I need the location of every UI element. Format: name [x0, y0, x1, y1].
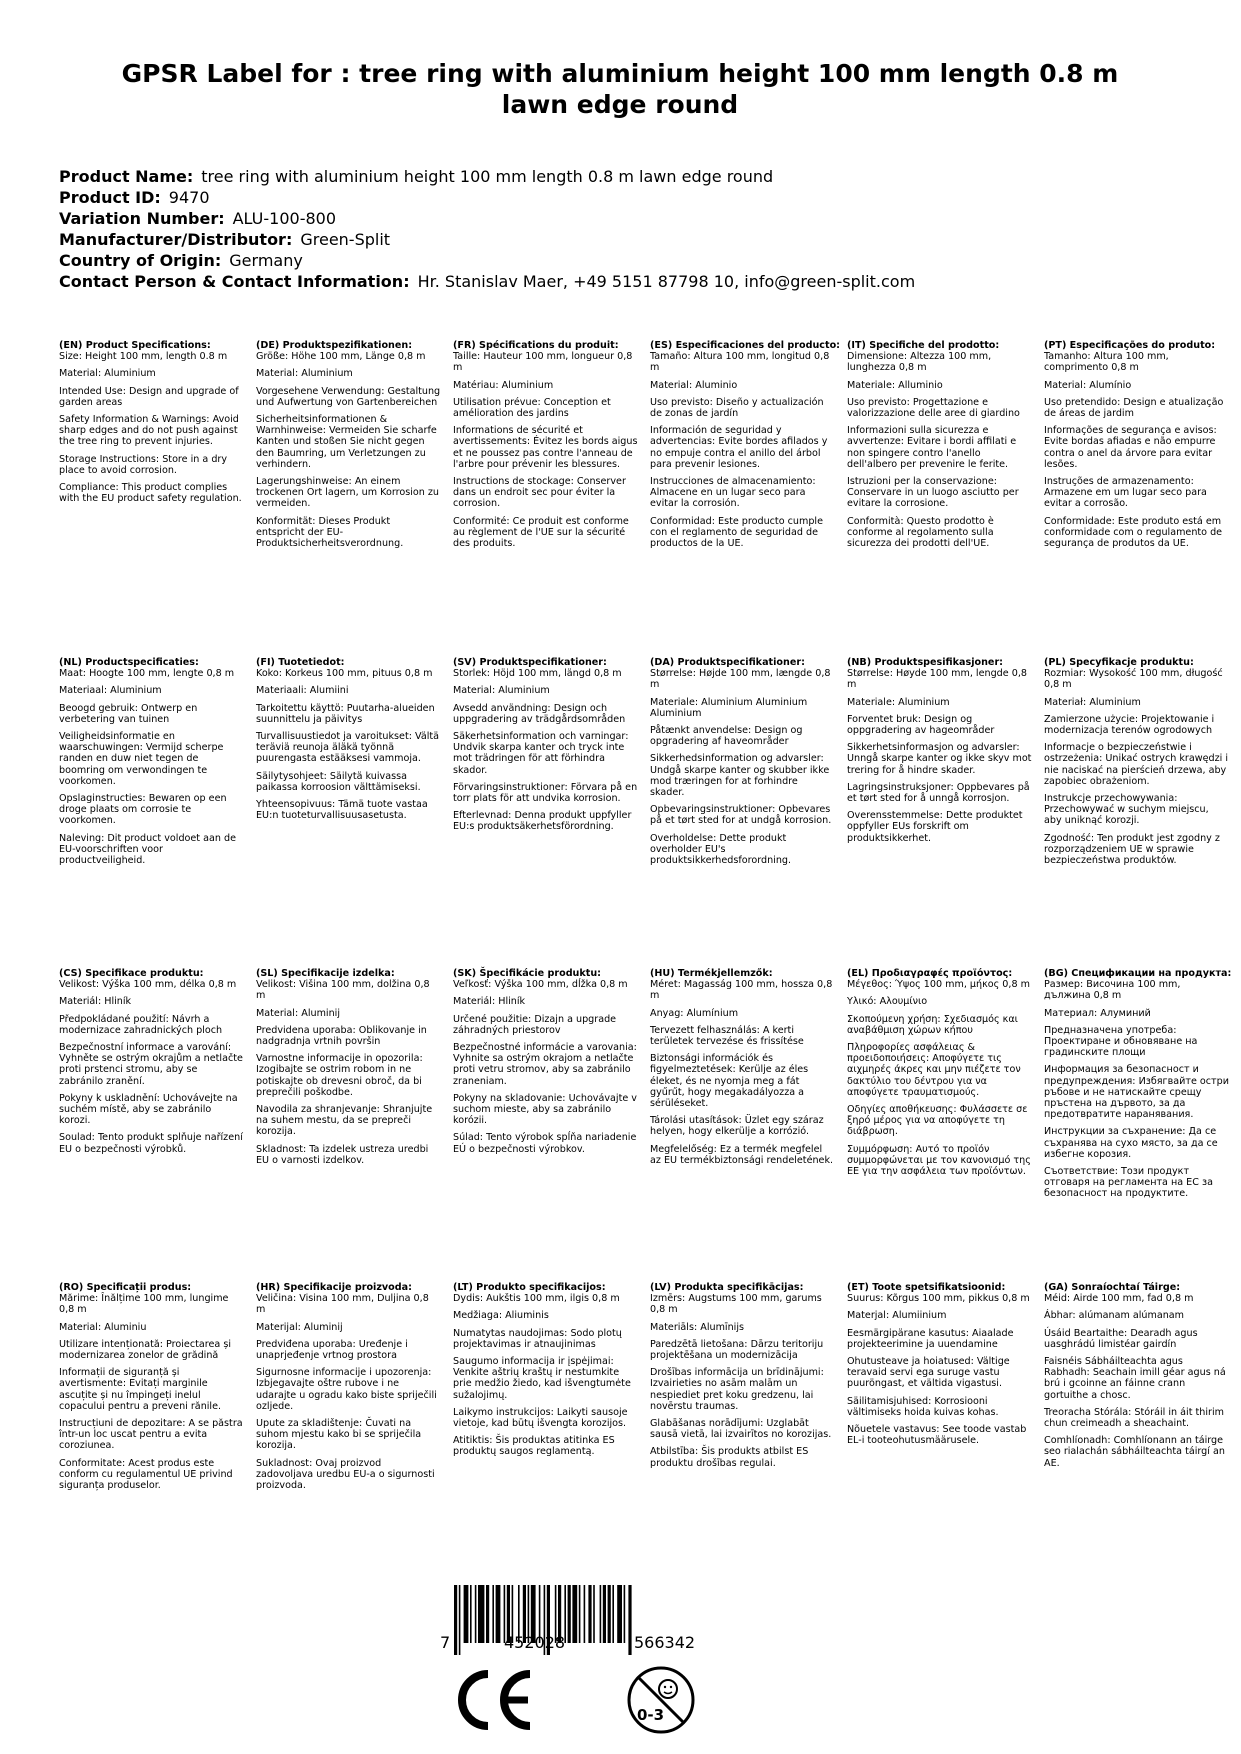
spec-line: Conformité: Ce produit est conforme au règlement de l'UE sur la sécurité des produits.	[453, 515, 629, 550]
barcode-bar	[612, 1585, 614, 1643]
barcode-bar	[579, 1585, 581, 1643]
barcode-bar	[628, 1585, 631, 1655]
spec-line: Material: Alumínio	[1044, 379, 1132, 391]
spec-line: Beoogd gebruik: Ontwerp en verbetering van tuinen	[59, 702, 198, 725]
barcode-bar	[478, 1585, 484, 1643]
info-label: Country of Origin:	[59, 251, 222, 270]
info-manufacturer	[59, 229, 915, 250]
spec-line: Größe: Höhe 100 mm, Länge 0,8 m	[256, 351, 426, 363]
spec-block	[453, 657, 638, 839]
spec-block	[453, 968, 638, 1161]
spec-line: Utilizare intenționată: Proiectarea și modernizarea zonelor de grădină	[59, 1338, 231, 1362]
spec-line: Izmērs: Augstums 100 mm, garums 0,8 m	[650, 1293, 822, 1316]
spec-line: Ábhar: alúmanam alúmanam	[1044, 1310, 1185, 1322]
spec-line: Dydis: Aukštis 100 mm, ilgis 0,8 m	[453, 1293, 620, 1305]
info-label: Contact Person & Contact Information:	[59, 272, 410, 291]
spec-block	[59, 968, 244, 1161]
spec-heading: (PL) Specyfikacje produktu:	[1044, 657, 1194, 668]
info-contact	[59, 271, 915, 292]
spec-line: Storage Instructions: Store in a dry place to avoid corrosion.	[59, 453, 228, 476]
spec-line: Opslaginstructies: Bewaren op een droge plaats om corrosie te voorkomen.	[59, 793, 227, 827]
spec-block	[1044, 1282, 1229, 1475]
spec-heading: (GA) Sonraíochtaí Táirge:	[1044, 1282, 1181, 1293]
spec-line: Instructions de stockage: Conserver dans un endroit sec pour éviter la corrosion.	[453, 476, 626, 510]
spec-heading: (HR) Specifikacije proizvoda:	[256, 1282, 412, 1293]
spec-block	[1044, 968, 1232, 1206]
spec-heading: (ET) Toote spetsifikatsioonid:	[847, 1282, 1006, 1293]
spec-block	[847, 1282, 1032, 1452]
info-value: 9470	[168, 188, 210, 207]
spec-heading: (FI) Tuotetiedot:	[256, 657, 345, 668]
spec-line: Overensstemmelse: Dette produktet oppfyller EUs forskrift om produktsikkerhet.	[847, 810, 1023, 844]
spec-line: Avsedd användning: Design och uppgradering av trädgårdsområden	[453, 702, 626, 725]
spec-line: Veiligheidsinformatie en waarschuwingen: Vermijd scherpe randen en duw niet tegen de boomring om verwondingen te voorkomen.	[59, 731, 224, 787]
spec-line: Størrelse: Højde 100 mm, længde 0,8 m	[650, 668, 831, 691]
spec-line: Koko: Korkeus 100 mm, pituus 0,8 m	[256, 668, 433, 680]
spec-line: Overholdelse: Dette produkt overholder EU's produktsikkerhedsforordning.	[650, 832, 792, 867]
barcode-bar	[475, 1585, 477, 1643]
barcode-bar	[568, 1585, 571, 1643]
spec-block	[650, 1282, 835, 1475]
barcode-bar	[572, 1585, 577, 1643]
barcode-bar	[603, 1585, 606, 1643]
spec-block	[847, 968, 1032, 1183]
spec-heading: (IT) Specifiche del prodotto:	[847, 340, 1000, 351]
spec-line: Información de seguridad y advertencias: Evite bordes afilados y no empuje contra el anillo del árbol para prevenir lesiones.	[650, 425, 828, 470]
spec-line: Tervezett felhasználás: A kerti területek tervezése és frissítése	[650, 1024, 804, 1048]
spec-heading: (ES) Especificaciones del producto:	[650, 340, 841, 351]
spec-line: Sicherheitsinformationen & Warnhinweise: Vermeiden Sie scharfe Kanten und stoßen Sie nicht gegen den Baumring, um Verletzungen zu verhindern.	[256, 414, 437, 470]
spec-line: Materiale: Alluminio	[847, 379, 943, 391]
spec-line: Conformidad: Este producto cumple con el reglamento de seguridad de productos de la UE.	[650, 515, 823, 550]
spec-line: Tamanho: Altura 100 mm, comprimento 0,8 m	[1044, 351, 1169, 374]
spec-block	[256, 340, 441, 555]
spec-line: Navodila za shranjevanje: Shranjujte na suhem mestu, da se prepreči korozija.	[256, 1104, 433, 1138]
spec-line: Informacje o bezpieczeństwie i ostrzeżenia: Unikać ostrych krawędzi i nie naciskać na pierścień drzewa, aby zapobiec obrażeniom.	[1044, 742, 1229, 787]
spec-line: Eesmärgipärane kasutus: Aiaalade projekteerimine ja uuendamine	[847, 1327, 1014, 1350]
spec-line: Σκοπούμενη χρήση: Σχεδιασμός και αναβάθμιση χώρων κήπου	[847, 1013, 1018, 1036]
spec-line: Ohutusteave ja hoiatused: Vältige teravaid servi ega suruge vastu puuröngast, et vältida vigastusi.	[847, 1356, 1010, 1390]
spec-line: Πληροφορίες ασφάλειας & προειδοποιήσεις: Αποφύγετε τις αιχμηρές άκρες και μην πιέζετε τον δακτύλιο του δέντρου για να αποφύγετε τραυματισμούς.	[847, 1042, 1021, 1098]
spec-block	[453, 1282, 638, 1464]
spec-line: Rozmiar: Wysokość 100 mm, długość 0,8 m	[1044, 668, 1223, 691]
barcode-bar	[464, 1585, 469, 1643]
spec-line: Informations de sécurité et avertissements: Évitez les bords aigus et ne poussez pas contre l'anneau de l'arbre pour prévenir les blessures.	[453, 425, 638, 470]
spec-heading: (FR) Spécifications du produit:	[453, 340, 619, 351]
spec-line: Οδηγίες αποθήκευσης: Φυλάσσετε σε ξηρό μέρος για να αποφύγετε τη διάβρωση.	[847, 1104, 1028, 1138]
spec-line: Medžiaga: Aliuminis	[453, 1310, 549, 1322]
spec-line: Säilytysohjeet: Säilytä kuivassa paikassa korroosion välttämiseksi.	[256, 770, 421, 793]
spec-block	[256, 1282, 441, 1497]
spec-line: Faisnéis Sábháilteachta agus Rabhadh: Seachain imill géar agus ná brú i gcoinne an fáinne crann gortuithe a chosc.	[1044, 1356, 1226, 1401]
spec-block	[1044, 340, 1229, 555]
spec-line: Tarkoitettu käyttö: Puutarha-alueiden suunnittelu ja päivitys	[256, 702, 435, 725]
spec-line: Dimensione: Altezza 100 mm, lunghezza 0,8 m	[847, 351, 992, 374]
spec-line: Bezpečnostní informace a varování: Vyhněte se ostrým okrajům a netlačte proti prstenci stromu, aby se zabránilo zranění.	[59, 1042, 243, 1087]
spec-line: Instruções de armazenamento: Armazene em um lugar seco para evitar a corrosão.	[1044, 476, 1207, 510]
spec-line: Material: Aluminio	[650, 379, 738, 391]
barcode-bar	[593, 1585, 595, 1643]
spec-heading: (SV) Produktspecifikationer:	[453, 657, 607, 668]
info-value: tree ring with aluminium height 100 mm length 0.8 m lawn edge round	[201, 167, 774, 186]
spec-heading: (DE) Produktspezifikationen:	[256, 340, 413, 351]
spec-line: Lagringsinstruksjoner: Oppbevares på et tørt sted for å unngå korrosjon.	[847, 781, 1030, 805]
spec-line: Yhteensopivuus: Tämä tuote vastaa EU:n tuoteturvallisuusasetusta.	[256, 799, 428, 822]
spec-line: Predvidena uporaba: Oblikovanje in nadgradnja vrtnih površin	[256, 1024, 427, 1048]
spec-block	[847, 657, 1032, 850]
spec-line: Materiał: Aluminium	[1044, 696, 1141, 708]
spec-line: Tamaño: Altura 100 mm, longitud 0,8 m	[650, 351, 830, 374]
spec-line: Uso pretendido: Design e atualização de áreas de jardim	[1044, 396, 1224, 420]
spec-line: Materiaal: Aluminium	[59, 685, 162, 697]
spec-line: Instrucțiuni de depozitare: A se păstra într-un loc uscat pentru a evita coroziunea.	[59, 1418, 243, 1452]
spec-heading: (LT) Produkto specifikacijos:	[453, 1282, 606, 1293]
spec-line: Anyag: Alumínium	[650, 1007, 739, 1019]
spec-line: Материал: Алуминий	[1044, 1007, 1151, 1019]
spec-heading: (EL) Προδιαγραφές προϊόντος:	[847, 968, 1013, 979]
spec-heading: (LV) Produkta specifikācijas:	[650, 1282, 804, 1293]
spec-line: Предназначена употреба: Проектиране и обновяване на градинските площи	[1044, 1024, 1198, 1059]
spec-line: Размер: Височина 100 mm, дължина 0,8 m	[1044, 979, 1181, 1002]
spec-line: Påtænkt anvendelse: Design og opgradering af haveområder	[650, 725, 803, 748]
barcode-bar	[496, 1585, 501, 1643]
barcode-bar	[492, 1585, 494, 1643]
spec-line: Předpokládané použití: Návrh a modernizace zahradnických ploch	[59, 1013, 223, 1036]
spec-line: Conformitate: Acest produs este conform cu regulamentul UE privind siguranța produselor.	[59, 1457, 233, 1492]
spec-line: Predviđena uporaba: Uređenje i unaprjeđenje vrtnog prostora	[256, 1338, 408, 1362]
spec-line: Информация за безопасност и предупреждения: Избягвайте остри ръбове и не натискайте срещу пръстена на дървото, за да предотвратите наранявания.	[1044, 1064, 1229, 1121]
spec-line: Naleving: Dit product voldoet aan de EU-voorschriften voor productveiligheid.	[59, 832, 236, 867]
spec-line: Turvallisuustiedot ja varoitukset: Vältä teräviä reunoja äläkä työnnä puurengasta estääksesi vammoja.	[256, 731, 440, 765]
spec-line: Informazioni sulla sicurezza e avvertenze: Evitare i bordi affilati e non spingere contro l'anello dell'albero per prevenire le ferite.	[847, 425, 1017, 470]
info-label: Product Name:	[59, 167, 194, 186]
spec-line: Suurus: Kõrgus 100 mm, pikkus 0,8 m	[847, 1293, 1030, 1305]
spec-line: Size: Height 100 mm, length 0.8 m	[59, 351, 228, 363]
barcode-digit-1: 7	[440, 1633, 451, 1652]
spec-line: Instrucciones de almacenamiento: Almacene en un lugar seco para evitar la corrosión.	[650, 476, 816, 510]
spec-line: Sukladnost: Ovaj proizvod zadovoljava uredbu EU-a o sigurnosti proizvoda.	[256, 1457, 435, 1492]
spec-line: Инструкции за съхранение: Да се съхранява на сухо място, за да се избегне корозия.	[1044, 1126, 1218, 1160]
spec-line: Bezpečnostné informácie a varovania: Vyhnite sa ostrým okrajom a netlačte proti vetru stromov, aby sa zabránilo zraneniam.	[453, 1042, 637, 1087]
spec-line: Sikkerhedsinformation og advarsler: Undgå skarpe kanter og skubber ikke mod træringen for at forhindre skader.	[650, 753, 830, 799]
barcode-bar	[608, 1585, 611, 1643]
spec-line: Upute za skladištenje: Čuvati na suhom mjestu kako bi se spriječila korozija.	[256, 1418, 422, 1452]
info-country	[59, 250, 915, 271]
spec-line: Numatytas naudojimas: Sodo plotų projektavimas ir atnaujinimas	[453, 1327, 622, 1350]
spec-line: Úsáid Beartaithe: Dearadh agus uasghrádú limistéar gairdín	[1044, 1327, 1198, 1350]
spec-line: Uso previsto: Diseño y actualización de zonas de jardín	[650, 396, 824, 420]
barcode-bar	[454, 1585, 457, 1655]
spec-line: Съответствие: Този продукт отговаря на регламента на ЕС за безопасност на продуктите.	[1044, 1166, 1213, 1200]
spec-line: Megfelelőség: Ez a termék megfelel az EU termékbiztonsági rendeletének.	[650, 1143, 834, 1166]
barcode-digits-2: 452028	[504, 1633, 566, 1652]
spec-line: Skladnost: Ta izdelek ustreza uredbi EU o varnosti izdelkov.	[256, 1143, 429, 1166]
spec-line: Veľkosť: Výška 100 mm, dĺžka 0,8 m	[453, 979, 628, 991]
spec-line: Conformidade: Este produto está em conformidade com o regulamento de segurança de produtos da UE.	[1044, 515, 1223, 550]
spec-line: Saugumo informacija ir įspėjimai: Venkite aštrių kraštų ir nestumkite prie medžio žiedo, kad išvengtumėte sužalojimų.	[453, 1356, 631, 1401]
spec-line: Säilitamisjuhised: Korrosiooni vältimiseks hoida kuivas kohas.	[847, 1395, 999, 1418]
spec-line: Glabāšanas norādījumi: Uzglabāt sausā vietā, lai izvairītos no korozijas.	[650, 1418, 832, 1441]
spec-line: Biztonsági információk és figyelmeztetések: Kerülje az éles éleket, és ne nyomja meg a fát gyűrűt, hogy megakadályozza a sérüléseket.	[650, 1053, 809, 1110]
product-info	[59, 166, 915, 292]
barcode-bar	[588, 1585, 591, 1643]
spec-line: Safety Information & Warnings: Avoid sharp edges and do not push against the tree ring to prevent injuries.	[59, 414, 239, 448]
spec-line: Mărime: Înălțime 100 mm, lungime 0,8 m	[59, 1293, 229, 1316]
barcode-bar	[600, 1585, 602, 1643]
spec-line: Sigurnosne informacije i upozorenja: Izbjegavajte oštre rubove i ne udarajte u ogradu kako biste spriječili ozljede.	[256, 1367, 437, 1412]
spec-line: Förvaringsinstruktioner: Förvara på en torr plats för att undvika korrosion.	[453, 781, 638, 805]
info-label: Variation Number:	[59, 209, 225, 228]
spec-block	[59, 1282, 244, 1497]
spec-line: Tárolási utasítások: Üzlet egy száraz helyen, hogy elkerülje a korrózió.	[650, 1115, 824, 1138]
spec-line: Vorgesehene Verwendung: Gestaltung und Aufwertung von Gartenbereichen	[256, 385, 441, 408]
spec-line: Materiaali: Alumiini	[256, 685, 349, 697]
spec-line: Lagerungshinweise: An einem trockenen Ort lagern, um Korrosion zu vermeiden.	[256, 476, 439, 510]
spec-line: Zamierzone użycie: Projektowanie i modernizacja terenów ogrodowych	[1044, 713, 1215, 737]
spec-line: Conformità: Questo prodotto è conforme al regolamento sulla sicurezza dei prodotti dell'UE.	[847, 515, 994, 550]
spec-block	[847, 340, 1032, 555]
spec-line: Méret: Magasság 100 mm, hossza 0,8 m	[650, 979, 833, 1002]
spec-line: Maat: Hoogte 100 mm, lengte 0,8 m	[59, 668, 235, 680]
barcode-bar	[584, 1585, 586, 1643]
info-product-id	[59, 187, 915, 208]
barcode-bar	[486, 1585, 489, 1643]
info-value: Hr. Stanislav Maer, +49 5151 87798 10, info@green-split.com	[417, 272, 916, 291]
spec-block	[256, 968, 441, 1172]
spec-line: Υλικό: Αλουμίνιο	[847, 996, 928, 1008]
spec-line: Instrukcje przechowywania: Przechowywać w suchym miejscu, aby uniknąć korozji.	[1044, 793, 1209, 827]
spec-line: Určené použitie: Dizajn a upgrade záhradných priestorov	[453, 1013, 617, 1036]
spec-heading: (RO) Specificații produs:	[59, 1282, 192, 1293]
spec-line: Størrelse: Høyde 100 mm, lengde 0,8 m	[847, 668, 1027, 691]
info-product-name	[59, 166, 915, 187]
spec-line: Materiale: Aluminium Aluminium Aluminium	[650, 696, 808, 719]
spec-line: Compliance: This product complies with the EU product safety regulation.	[59, 482, 242, 505]
spec-line: Materijal: Aluminij	[256, 1321, 343, 1333]
spec-line: Materiāls: Alumīnijs	[650, 1321, 744, 1333]
spec-heading: (NB) Produktspesifikasjoner:	[847, 657, 1004, 668]
spec-line: Laikymo instrukcijos: Laikyti sausoje vietoje, kad būtų išvengta korozijos.	[453, 1406, 628, 1430]
spec-line: Informații de siguranță și avertismente: Evitați marginile ascuțite și nu împingeți inelul copacului pentru a preveni rănile.	[59, 1367, 222, 1412]
barcode-bar	[617, 1585, 622, 1643]
spec-line: Μέγεθος: Ύψος 100 mm, μήκος 0,8 m	[847, 979, 1030, 991]
spec-line: Materjal: Alumiinium	[847, 1310, 947, 1322]
info-value: ALU-100-800	[232, 209, 337, 228]
spec-heading: (NL) Productspecificaties:	[59, 657, 199, 668]
spec-block	[59, 340, 244, 510]
info-label: Product ID:	[59, 188, 161, 207]
spec-line: Paredzētā lietošana: Dārzu teritoriju projektēšana un modernizācija	[650, 1338, 824, 1362]
barcode-digits-3: 566342	[634, 1633, 696, 1652]
barcode-bar	[459, 1585, 461, 1655]
spec-block	[256, 657, 441, 827]
spec-line: Súlad: Tento výrobok spĺňa nariadenie EÚ o bezpečnosti výrobkov.	[453, 1132, 637, 1155]
spec-line: Materiál: Hliník	[59, 996, 132, 1008]
spec-heading: (PT) Especificações do produto:	[1044, 340, 1216, 351]
svg-text:0-3: 0-3	[637, 1706, 665, 1724]
info-variation-number	[59, 208, 915, 229]
spec-line: Drošības informācija un brīdinājumi: Izvairieties no asām malām un nespiediet pret koku gredzenu, lai novērstu traumas.	[650, 1367, 824, 1412]
page-title: GPSR Label for : tree ring with aluminium height 100 mm length 0.8 m lawn edge round	[121, 59, 1119, 119]
spec-block	[650, 340, 841, 555]
spec-line: Pokyny na skladovanie: Uchovávajte v suchom mieste, aby sa zabránilo korózii.	[453, 1092, 637, 1127]
spec-line: Materiale: Aluminium	[847, 696, 950, 708]
spec-line: Συμμόρφωση: Αυτό το προϊόν συμμορφώνεται με τον κανονισμό της ΕΕ για την ασφάλεια των προϊόντων.	[847, 1143, 1031, 1178]
spec-line: Sikkerhetsinformasjon og advarsler: Unngå skarpe kanter og ikke skyv mot trering for å hindre skader.	[847, 742, 1032, 776]
spec-line: Atbilstība: Šis produkts atbilst ES produktu drošības regulai.	[650, 1446, 809, 1469]
spec-line: Säkerhetsinformation och varningar: Undvik skarpa kanter och tryck inte mot trädringen för att förhindra skador.	[453, 731, 629, 776]
spec-line: Soulad: Tento produkt splňuje nařízení EU o bezpečnosti výrobků.	[59, 1132, 243, 1155]
spec-line: Pokyny k uskladnění: Uchovávejte na suchém místě, aby se zabránilo korozi.	[59, 1092, 238, 1127]
spec-line: Matériau: Aluminium	[453, 379, 554, 391]
spec-line: Intended Use: Design and upgrade of garden areas	[59, 385, 239, 408]
spec-line: Material: Aluminiu	[59, 1321, 147, 1333]
spec-line: Taille: Hauteur 100 mm, longueur 0,8 m	[453, 351, 633, 374]
info-value: Germany	[229, 251, 303, 270]
spec-heading: (DA) Produktspecifikationer:	[650, 657, 805, 668]
spec-heading: (HU) Termékjellemzők:	[650, 968, 773, 979]
spec-block	[59, 657, 244, 872]
info-value: Green-Split	[300, 230, 391, 249]
spec-line: Material: Aluminij	[256, 1007, 340, 1019]
barcode-bar	[470, 1585, 472, 1643]
spec-line: Konformität: Dieses Produkt entspricht der EU-Produktsicherheitsverordnung.	[256, 515, 404, 550]
info-label: Manufacturer/Distributor:	[59, 230, 293, 249]
spec-line: Forventet bruk: Design og oppgradering av hageområder	[847, 713, 995, 737]
spec-heading: (EN) Product Specifications:	[59, 340, 211, 351]
spec-line: Istruzioni per la conservazione: Conservare in un luogo asciutto per evitare la corrosione.	[847, 476, 1019, 510]
spec-line: Storlek: Höjd 100 mm, längd 0,8 m	[453, 668, 622, 680]
spec-heading: (SL) Specifikacije izdelka:	[256, 968, 395, 979]
spec-line: Efterlevnad: Denna produkt uppfyller EU:s produktsäkerhetsförordning.	[453, 810, 632, 833]
spec-line: Material: Aluminium	[59, 368, 156, 380]
spec-line: Treoracha Stórála: Stóráil in áit thirim chun creimeadh a sheachaint.	[1044, 1406, 1224, 1430]
ce-mark-icon	[452, 1670, 534, 1730]
spec-line: Uso previsto: Progettazione e valorizzazione delle aree di giardino	[847, 396, 1020, 420]
spec-line: Material: Aluminium	[453, 685, 550, 697]
spec-block	[1044, 657, 1229, 872]
spec-line: Veličina: Visina 100 mm, Duljina 0,8 m	[256, 1293, 429, 1316]
spec-heading: (CS) Specifikace produktu:	[59, 968, 204, 979]
barcode-bar	[624, 1585, 626, 1643]
spec-line: Velikost: Višina 100 mm, dolžina 0,8 m	[256, 979, 430, 1002]
spec-line: Informações de segurança e avisos: Evite bordas afiadas e não empurre contra o anel da árvore para evitar lesões.	[1044, 425, 1217, 470]
spec-block	[650, 968, 835, 1172]
spec-heading: (BG) Спецификации на продукта:	[1044, 968, 1232, 979]
not-for-children-0-3-icon	[626, 1665, 696, 1735]
spec-line: Comhlíonadh: Comhlíonann an táirge seo rialachán sábháilteachta táirgí an AE.	[1044, 1435, 1225, 1469]
spec-block	[453, 340, 638, 555]
spec-line: Atitiktis: Šis produktas atitinka ES produktų saugos reglamentą.	[453, 1435, 615, 1458]
spec-line: Materiál: Hliník	[453, 996, 526, 1008]
spec-line: Méid: Airde 100 mm, fad 0,8 m	[1044, 1293, 1194, 1305]
spec-line: Opbevaringsinstruktioner: Opbevares på et tørt sted for at undgå korrosion.	[650, 804, 832, 827]
spec-line: Material: Aluminium	[256, 368, 353, 380]
spec-line: Nõuetele vastavus: See toode vastab EL-i tooteohutusmäärusele.	[847, 1424, 1027, 1447]
spec-line: Zgodność: Ten produkt jest zgodny z rozporządzeniem UE w sprawie bezpieczeństwa produktów.	[1044, 832, 1220, 867]
spec-line: Utilisation prévue: Conception et amélioration des jardins	[453, 396, 611, 420]
spec-block	[650, 657, 835, 872]
spec-heading: (SK) Špecifikácie produktu:	[453, 968, 602, 979]
spec-line: Varnostne informacije in opozorila: Izogibajte se ostrim robom in ne potiskajte ob drevesni obroč, da bi preprečili poškodbe.	[256, 1053, 423, 1098]
spec-line: Velikost: Výška 100 mm, délka 0,8 m	[59, 979, 237, 991]
